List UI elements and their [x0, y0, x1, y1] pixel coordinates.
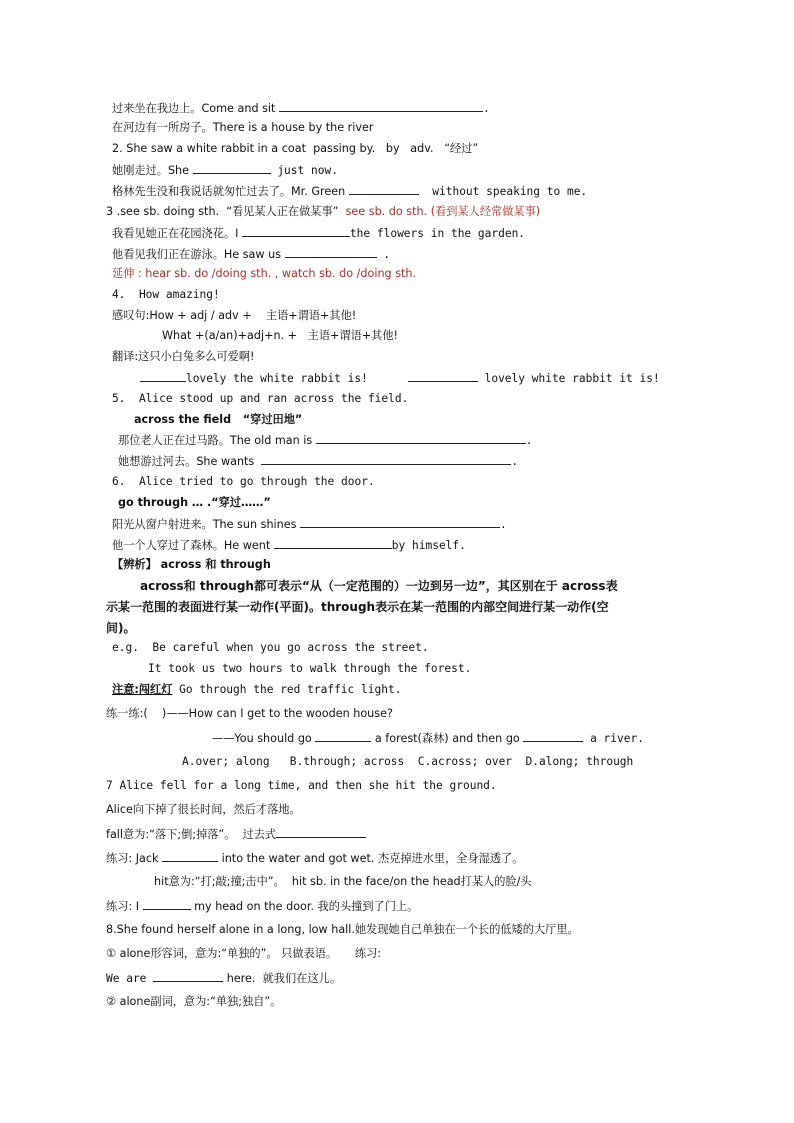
line-7: 我看见她正在花园浇花。I the flowers in the garden.	[112, 227, 526, 240]
blank[interactable]	[349, 183, 419, 195]
line-38: 练习: I my head on the door. 我的头撞到了门上。	[106, 900, 419, 913]
line-4: 她刚走过。She just now.	[112, 164, 338, 177]
line-15: 5. Alice stood up and ran across the field.	[112, 392, 409, 405]
blank[interactable]	[162, 850, 218, 862]
blank[interactable]	[140, 370, 186, 382]
line-36: 练习: Jack into the water and got wet. 杰克掉进水里，全身湿透了。	[106, 852, 524, 865]
line-21: 阳光从窗户射进来。The sun shines .	[112, 518, 507, 531]
line-8: 他看见我们正在游泳。He saw us .	[112, 248, 391, 261]
blank[interactable]	[193, 162, 271, 174]
line-6: 3 .see sb. doing sth. “看见某人正在做某事” see sb. do sth. (看到某人经常做某事)	[106, 205, 541, 218]
line-17: 那位老人正在过马路。The old man is .	[118, 434, 533, 447]
blank[interactable]	[316, 432, 526, 444]
blank[interactable]	[274, 537, 392, 549]
line-3: 2. She saw a white rabbit in a coat passing by. by adv. “经过”	[112, 142, 479, 155]
line-1: 过来坐在我边上。Come and sit .	[112, 102, 490, 115]
line-35: fall意为:“落下;倒;掉落”。 过去式	[106, 826, 366, 843]
line-31: ——You should go a forest(森林) and then go a river.	[212, 732, 644, 745]
line-26: 间)。	[106, 621, 136, 635]
blank[interactable]	[261, 453, 511, 465]
blank[interactable]	[408, 370, 478, 382]
line-22: 他一个人穿过了森林。He went by himself.	[112, 539, 466, 552]
line-34: Alice向下掉了很长时间，然后才落地。	[106, 803, 301, 816]
blank[interactable]	[276, 826, 366, 838]
line-42: ② alone副词，意为:“单独;独自”。	[106, 995, 282, 1008]
line-27: e.g. Be careful when you go across the street.	[112, 641, 429, 654]
line-19: 6. Alice tried to go through the door.	[112, 475, 375, 488]
line-29: 注意:闯红灯 Go through the red traffic light.	[112, 683, 402, 696]
line-24: across和 through都可表示“从（一定范围的）一边到另一边”，其区别在于 across表	[140, 579, 618, 593]
line-10: 4. How amazing!	[112, 288, 220, 301]
line-33: 7 Alice fell for a long time, and then she hit the ground.	[106, 779, 497, 792]
line-14: lovely the white rabbit is! lovely white rabbit it is!	[140, 370, 660, 387]
line-28: It took us two hours to walk through the forest.	[148, 662, 472, 675]
line-9-extension: 延伸 : hear sb. do /doing sth. , watch sb. do /doing sth.	[112, 267, 417, 280]
line-30-exercise: 练一练:( )——How can I get to the wooden house?	[106, 707, 393, 720]
line-41: We are here. 就我们在这儿。	[106, 972, 341, 985]
line-20: go through … .“穿过……”	[118, 496, 271, 509]
blank[interactable]	[143, 898, 191, 910]
blank[interactable]	[315, 730, 371, 742]
line-39: 8.She found herself alone in a long, low hall.她发现她自己单独在一个长的低矮的大厅里。	[106, 923, 579, 936]
line-23-analysis: 【辨析】 across 和 through	[112, 558, 271, 571]
line-5: 格林先生没和我说话就匆忙过去了。Mr. Green without speaking to me.	[112, 185, 588, 198]
line-12: What +(a/an)+adj+n. + 主语+谓语+其他!	[162, 329, 399, 342]
blank[interactable]	[300, 516, 500, 528]
line-18: 她想游过河去。She wants .	[118, 455, 519, 468]
line-25: 示某一范围的表面进行某一动作(平面)。through表示在某一范围的内部空间进行某一动作(空	[106, 600, 609, 614]
blank[interactable]	[242, 225, 350, 237]
line-2: 在河边有一所房子。There is a house by the river	[112, 121, 374, 134]
blank[interactable]	[153, 970, 223, 982]
blank[interactable]	[279, 100, 483, 112]
line-40: ① alone形容词，意为:“单独的”。 只做表语。 练习:	[106, 947, 382, 960]
line-16: across the field “穿过田地”	[134, 413, 303, 426]
line-11: 感叹句:How + adj / adv + 主语+谓语+其他!	[112, 309, 357, 322]
blank[interactable]	[285, 246, 377, 258]
line-37: hit意为:“打;敲;撞;击中”。 hit sb. in the face/on the head打某人的脸/头	[154, 875, 532, 888]
line-32-options: A.over; along B.through; across C.across; over D.along; through	[182, 755, 634, 768]
blank[interactable]	[523, 730, 583, 742]
line-13: 翻译:这只小白兔多么可爱啊!	[112, 350, 255, 363]
